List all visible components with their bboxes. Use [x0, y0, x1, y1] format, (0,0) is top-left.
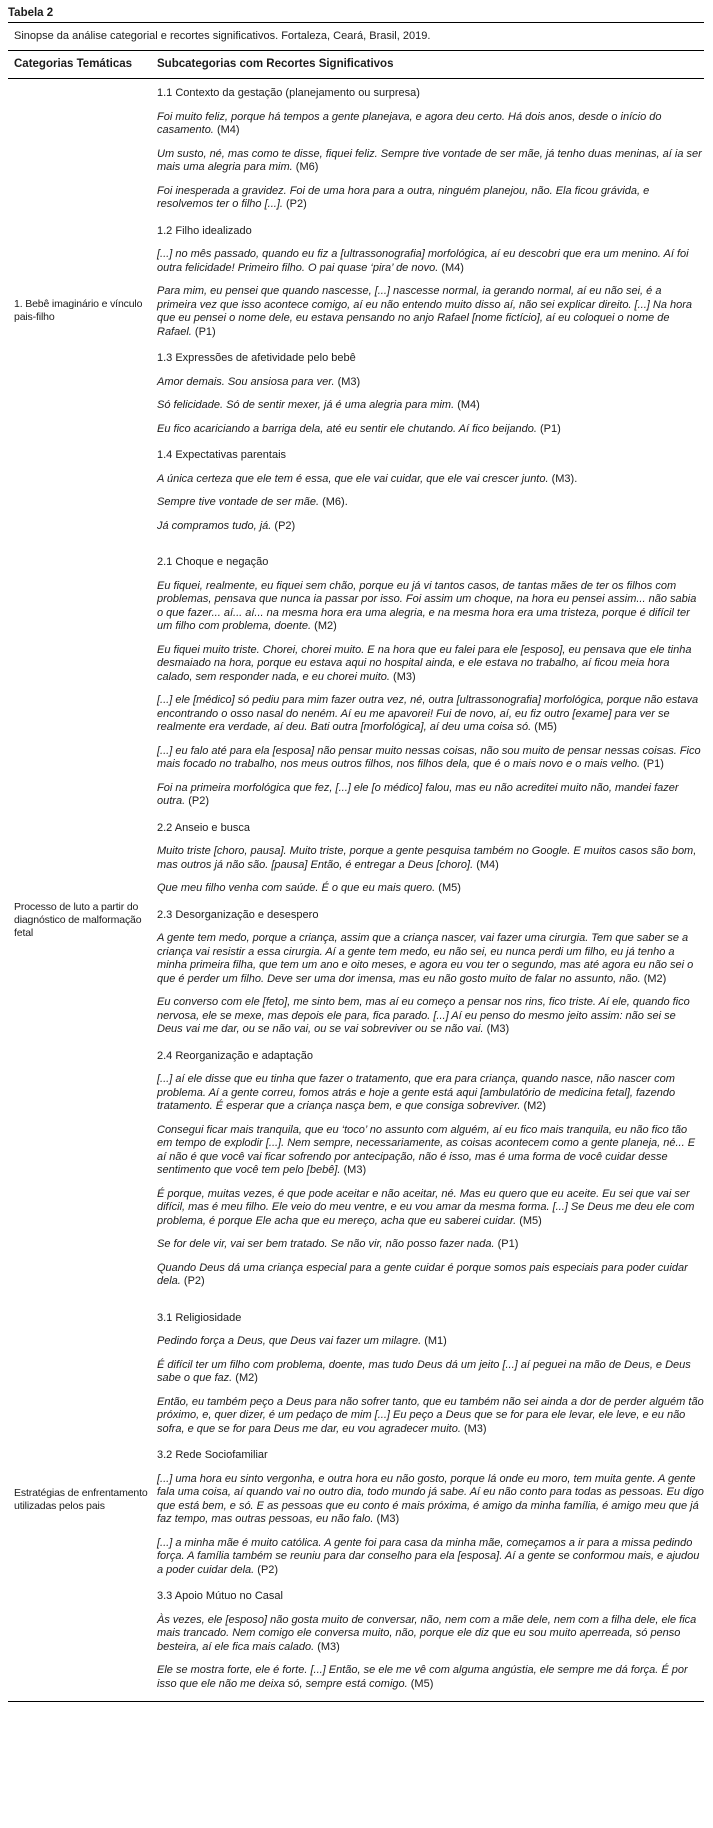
quote-text: [...] a minha mãe é muito católica. A gente foi para casa da minha mãe, começamos a ir para a missa pedindo força. A família também se reuniu para dar conselho para ela [esposa]. Aí a gente se conformou mais, e ajudou a poder cuidar dela. [157, 1536, 700, 1576]
quote-block [157, 285, 704, 339]
speaker-code: (P2) [188, 795, 209, 807]
quote-text: É porque, muitas vezes, é que pode aceitar e não aceitar, né. Mas eu quero que eu aceite. Eu sei que vai ser difícil, mas é meu filho. Ele veio do meu ventre, e eu vou amar da mesma forma. [...] Se Deus me deu ele com problema, é porque Ele acha que eu mereço, acha que eu saberei cuidar. [157, 1187, 695, 1227]
quote-block [157, 1262, 704, 1289]
subcategory-heading: 2.4 Reorganização e adaptação [157, 1049, 313, 1062]
table-caption: Sinopse da análise categorial e recortes significativos. Fortaleza, Ceará, Brasil, 2019. [14, 30, 431, 42]
column-header-row [8, 51, 704, 78]
speaker-code: (M3) [376, 1513, 400, 1525]
quote-text: Já compramos tudo, já. [157, 519, 272, 532]
speaker-code: (M3) [317, 1640, 340, 1653]
category-row [8, 543, 704, 1299]
speaker-code: (P2) [257, 1563, 279, 1576]
speaker-code: (M6). [322, 496, 348, 508]
table-body [8, 79, 704, 1701]
quote-block [157, 694, 704, 735]
speaker-code: (P2) [183, 1275, 205, 1287]
quote-text: Eu fico acariciando a barriga dela, até eu sentir ele chutando. Aí fico beijando. [157, 422, 537, 435]
subcategory-heading: 3.2 Rede Sociofamiliar [157, 1449, 268, 1461]
quote-text: A única certeza que ele tem é essa, que ele vai cuidar, que ele vai crescer junto. [157, 472, 549, 485]
quote-text: Eu fiquei muito triste. Chorei, chorei muito. E na hora que eu falei para ele [esposo], eu pensava que ele tinha desmaiado na hora, porque eu estava aqui no hospital ainda, e ele estava no trabalho, aí ficou meia hora calado, sem responder nada, e eu chorei muito. [157, 643, 692, 683]
quote-text: Eu converso com ele [feto], me sinto bem, mas aí eu começo a pensar nos rins, fico triste. Aí ele, quando fico nervosa, ele se mexe, mas depois ele para, fica parado. [...] Aí eu penso do mesmo jeito assim: não sei se Deus vai me dar, ou se não vai, ou se vai sobreviver ou se não vai. [157, 996, 690, 1035]
quote-block [157, 423, 704, 437]
column-header-subcategorias: Subcategorias com Recortes Significativos [157, 58, 394, 70]
quote-text: Para mim, eu pensei que quando nascesse, [...] nascesse normal, ia gerando normal, aí eu não sei, é a primeira vez que isso acontece comigo, aí eu não entendo muito disso aí, não sei explicar direito. [...] Na hora que eu pensei o nome dele, eu estava pensando no anjo Rafael [nome fictício], aí eu coloquei o nome de Rafael. [157, 285, 693, 338]
subcategory-heading: 1.2 Filho idealizado [157, 224, 252, 237]
category-row [8, 79, 704, 543]
quote-block [157, 148, 704, 175]
speaker-code: (M5) [519, 1214, 542, 1227]
subcategory-heading: 2.3 Desorganização e desespero [157, 908, 319, 921]
speaker-code: (P2) [286, 198, 307, 210]
subcategory-heading: 2.1 Choque e negação [157, 556, 269, 568]
quote-block [157, 932, 704, 986]
quote-block [157, 845, 704, 872]
speaker-code: (M6) [295, 161, 319, 173]
quote-block [157, 1188, 704, 1229]
subcategory-heading: 1.1 Contexto da gestação (planejamento ou surpresa) [157, 87, 420, 99]
speaker-code: (M3). [551, 472, 578, 485]
speaker-code: (M3) [463, 1422, 487, 1435]
subcategory-heading: 1.3 Expressões de afetividade pelo bebê [157, 352, 356, 364]
subcategory-heading: 2.2 Anseio e busca [157, 821, 250, 834]
speaker-code: (M4) [457, 399, 480, 411]
quote-text: Então, eu também peço a Deus para não sofrer tanto, que eu também não sei ainda a dor de perder alguém tão próximo, e, quer dizer, é um pedaço de mim [...] Eu peço a Deus que se for para ele levar, ele leve, e eu não sofra, e que se for para Deus me dar, eu vou agradecer muito. [157, 1395, 704, 1435]
category-row [8, 1299, 704, 1702]
speaker-code: (M4) [216, 124, 240, 136]
speaker-code: (P1) [497, 1238, 519, 1250]
quote-block [157, 996, 704, 1037]
speaker-code: (M2) [643, 972, 667, 985]
quote-block [157, 1359, 704, 1386]
category-cell [8, 298, 157, 324]
quote-text: Muito triste [choro, pausa]. Muito triste, porque a gente pesquisa também no Google. E muitos casos são bom, mas outros já não são. [pausa] Então, é entregar a Deus [choro]. [157, 845, 697, 871]
quote-block [157, 473, 704, 487]
category-cell [8, 1487, 157, 1513]
category-label: Processo de luto a partir do diagnóstico de malformação fetal [14, 901, 142, 940]
quote-text: Quando Deus dá uma criança especial para a gente cuidar é porque somos pais especiais para poder cuidar dela. [157, 1261, 688, 1287]
speaker-code: (M3) [343, 1164, 367, 1176]
speaker-code: (M4) [476, 858, 499, 871]
quote-text: Um susto, né, mas como te disse, fiquei feliz. Sempre tive vontade de ser mãe, já tenho duas meninas, aí ia ser mais uma alegria para mim. [157, 147, 702, 173]
speaker-code: (M4) [441, 261, 464, 274]
quote-text: [...] aí ele disse que eu tinha que fazer o tratamento, que era para criança, quando nasce, não nascer com problema. Aí a gente correu, fomos atrás e hoje a gente está aqui [ambulatório de medicina fetal], fazendo tratamento. É esperar que a criança nasça bem, e que consiga sobreviver. [157, 1073, 676, 1112]
quote-block [157, 745, 704, 772]
speaker-code: (P1) [643, 758, 664, 770]
quote-block [157, 882, 704, 896]
speaker-code: (M2) [314, 620, 337, 632]
speaker-code: (M3) [337, 375, 361, 388]
quote-text: [...] no mês passado, quando eu fiz a [ultrassonografia] morfológica, aí eu descobri que era um menino. Aí foi outra felicidade! Primeiro filho. O pai quase ‘pira’ de novo. [157, 248, 689, 274]
quote-block [157, 1473, 704, 1527]
quote-block [157, 1073, 704, 1114]
speaker-code: (M5) [438, 882, 461, 894]
quote-block [157, 1537, 704, 1578]
column-header-categorias: Categorias Temáticas [14, 58, 133, 70]
quote-text: [...] uma hora eu sinto vergonha, e outra hora eu não gosto, porque lá onde eu moro, tem muita gente. A gente fala uma coisa, aí quando vai no outro dia, todo mundo já sabe. Aí eu não conto para todas as pessoas. Eu digo que está bem, e só. E as pessoas que eu conto é mais próxima, é amigo da minha família, é amigo meu que já faz tempo, mas outras pessoas, eu não falo. [157, 1472, 704, 1525]
quote-text: Que meu filho venha com saúde. É o que eu mais quero. [157, 882, 436, 894]
quote-text: Às vezes, ele [esposo] não gosta muito de conversar, não, nem com a mãe dele, nem com a filha dele, ele fica mais trancado. Nem comigo ele conversa muito, não, porque ele diz que eu sou muito aperreada, só penso besteira, aí ele fica mais calado. [157, 1613, 697, 1653]
subcategory-heading: 1.4 Expectativas parentais [157, 449, 287, 461]
quote-text: Eu fiquei, realmente, eu fiquei sem chão, porque eu já vi tantos casos, de tantas mães de ter os filhos com problemas, pensava que nunca ia passar por isso. Foi assim um choque, na hora eu pensei assim... não sabia o que fazer... aí... aí... na mesma hora era uma alegria, e na mesma hora era uma tristeza, porque é difícil ter um filho com problema, doente. [157, 579, 697, 632]
quote-block [157, 111, 704, 138]
quote-text: Se for dele vir, vai ser bem tratado. Se não vir, não posso fazer nada. [157, 1238, 495, 1250]
quote-block [157, 496, 704, 510]
subcategories-cell [157, 1299, 704, 1702]
speaker-code: (M5) [534, 721, 557, 733]
quote-text: Sempre tive vontade de ser mãe. [157, 496, 320, 508]
quote-block [157, 580, 704, 634]
quote-text: Foi inesperada a gravidez. Foi de uma hora para a outra, ninguém planejou, não. Ela ficou grávida, e resolvemos ter o filho [...]. [157, 184, 650, 210]
quote-block [157, 1124, 704, 1178]
speaker-code: (M5) [410, 1677, 434, 1690]
subcategories-cell [157, 543, 704, 1299]
quote-text: Ele se mostra forte, ele é forte. [...] Então, se ele me vê com alguma angústia, ele sempre me dá força. É por isso que ele não me deixa só, sempre está comigo. [157, 1664, 688, 1690]
subcategories-cell [157, 79, 704, 543]
quote-text: A gente tem medo, porque a criança, assim que a criança nascer, vai fazer uma cirurgia. Tem que saber se a criança vai resistir a essa cirurgia. Aí a gente tem medo, eu não sei, eu nunca perdi um filho, eu já tenho a minha primeira filha, que tem um ano e oito meses, e agora eu vou ter o segundo, mas até agora eu não sei o que é perder um filho. Deve ser uma dor imensa, mas eu não gosto muito de falar no assunto, não. [157, 932, 694, 985]
quote-text: Consegui ficar mais tranquila, que eu ‘toco’ no assunto com alguém, aí eu fico mais tranquila, eu não fico tão em tempo de explodir [...]. Nem sempre, necessariamente, as coisas acontecem como a gente planeja, né... E aí não é que você vai ficar sofrendo por antecipação, não é isso, mas é uma forma de você cuidar desse sentimento que você tem pelo [bebê]. [157, 1123, 696, 1176]
quote-block [157, 376, 704, 390]
category-cell [8, 901, 157, 940]
speaker-code: (P1) [540, 422, 561, 435]
quote-text: Amor demais. Sou ansiosa para ver. [157, 375, 335, 388]
category-label: Estratégias de enfrentamento utilizadas pelos pais [14, 1486, 148, 1512]
quote-block [157, 1335, 704, 1349]
quote-block [157, 185, 704, 212]
speaker-code: (M2) [523, 1100, 547, 1112]
speaker-code: (P1) [194, 325, 216, 338]
speaker-code: (M3) [393, 670, 416, 683]
quote-text: Foi muito feliz, porque há tempos a gente planejava, e agora deu certo. Há dois anos, desde o início do casamento. [157, 110, 662, 136]
quote-block [157, 644, 704, 685]
quote-block [157, 399, 704, 413]
divider-bottom [8, 1701, 704, 1702]
quote-text: [...] ele [médico] só pediu para mim fazer outra vez, né, outra [ultrassonografia] morfológica, porque não estava encontrando o osso nasal do neném. Aí eu me apavorei! Fui de novo, aí, eu fiz outro [exame] para ver se realmente era verdade, aí deu. Bati outra [morfológica], aí deu uma coisa só. [157, 694, 699, 733]
quote-block [157, 782, 704, 809]
quote-block [157, 1664, 704, 1691]
speaker-code: (P2) [274, 519, 296, 532]
quote-block [157, 1396, 704, 1437]
quote-block [157, 520, 704, 534]
table-label: Tabela 2 [8, 7, 54, 19]
quote-text: [...] eu falo até para ela [esposa] não pensar muito nessas coisas, não sou muito de pensar nessas coisas. Fico mais focado no trabalho, nos meus outros filhos, nos filhos dela, que é o mais novo e o mais velho. [157, 744, 701, 770]
speaker-code: (M2) [235, 1372, 258, 1384]
category-label: 1. Bebê imaginário e vínculo pais-filho [14, 298, 143, 323]
quote-text: Pedindo força a Deus, que Deus vai fazer um milagre. [157, 1335, 422, 1347]
subcategory-heading: 3.1 Religiosidade [157, 1311, 242, 1324]
subcategory-heading: 3.3 Apoio Mútuo no Casal [157, 1590, 283, 1602]
quote-block [157, 1614, 704, 1655]
quote-text: Foi na primeira morfológica que fez, [...] ele [o médico] falou, mas eu não acreditei muito não, mandei fazer outra. [157, 781, 679, 807]
quote-block [157, 1238, 704, 1252]
speaker-code: (M3) [486, 1023, 510, 1035]
quote-block [157, 248, 704, 275]
quote-text: É difícil ter um filho com problema, doente, mas tudo Deus dá um jeito [...] aí peguei na mão de Deus, e Deus sabe o que faz. [157, 1358, 691, 1384]
quote-text: Só felicidade. Só de sentir mexer, já é uma alegria para mim. [157, 399, 455, 411]
speaker-code: (M1) [424, 1335, 447, 1347]
